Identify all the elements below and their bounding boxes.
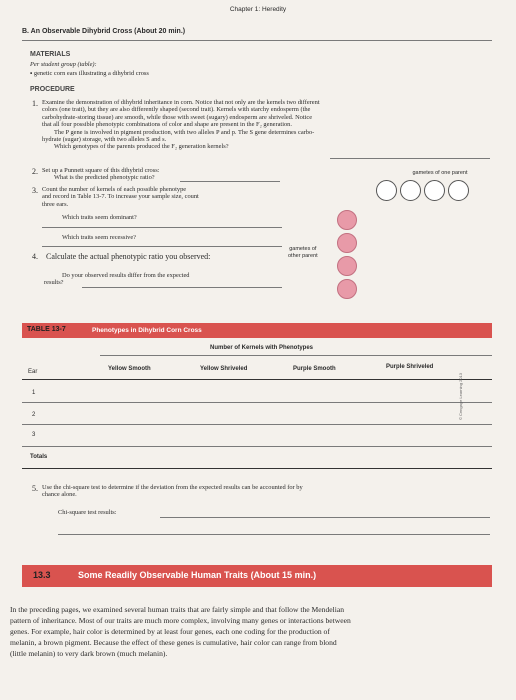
step-number: 4.: [32, 252, 38, 261]
materials-item: ▪ genetic corn ears illustrating a dihybrid cross: [30, 70, 149, 77]
copyright-note: © Cengage Learning 2013: [458, 373, 463, 420]
gamete-circle: [448, 180, 469, 201]
table-rule: [100, 355, 492, 356]
answer-line[interactable]: [82, 287, 282, 288]
table-totals-label: Totals: [30, 454, 48, 460]
step3-text: Count the number of kernels of each possible phenotype and record in Table 13-7. To increase your sample size, count three ears.: [42, 186, 199, 208]
divider: [22, 40, 492, 41]
column-header: Purple Smooth: [293, 366, 336, 372]
gamete-circle: [424, 180, 445, 201]
table-title: Phenotypes in Dihybrid Corn Cross: [92, 327, 202, 334]
step4-text: Calculate the actual phenotypic ratio you observed:: [46, 252, 211, 261]
answer-line[interactable]: [180, 181, 280, 182]
step4-question: Do your observed results differ from the expected results?: [44, 272, 190, 287]
table-rule: [22, 468, 492, 469]
step-number: 2.: [32, 167, 38, 176]
section-title: Some Readily Observable Human Traits (About 15 min.): [78, 570, 317, 580]
step2-text: Set up a Punnett square of this dihybrid cross: What is the predicted phenotypic ratio?: [42, 167, 160, 182]
table-rule: [22, 424, 492, 425]
answer-line[interactable]: [42, 227, 282, 228]
answer-line[interactable]: [42, 246, 282, 247]
materials-item: Per student group (table):: [30, 61, 97, 68]
step5-text: Use the chi-square test to determine if the deviation from the expected results can be accounted for by chance alone.: [42, 484, 303, 499]
section-paragraph: In the preceding pages, we examined several human traits that are fairly simple and that follow the Mendelian pattern of inheritance. Most of our traits are much more complex, involving many genes or interactions between genes. For example, hair color is determined by at least four genes, each one coding for the production of melanin, a brown pigment. Because the effect of these genes is cumulative, hair color can range from blond (little melanin) to very dark brown (much melanin).: [10, 605, 351, 658]
step-number: 1.: [32, 99, 38, 108]
table-rule: [22, 379, 492, 380]
section-b-title: B. An Observable Dihybrid Cross (About 20 min.): [22, 28, 186, 35]
question-recessive: Which traits seem recessive?: [62, 234, 136, 241]
table-rule: [22, 402, 492, 403]
gamete-circle: [376, 180, 397, 201]
table-row-label: 1: [32, 390, 36, 396]
answer-line[interactable]: [58, 534, 490, 535]
table-group-header: Number of Kernels with Phenotypes: [210, 345, 314, 351]
kernel-circle: [337, 279, 357, 299]
chapter-header: Chapter 1: Heredity: [229, 6, 287, 13]
column-header: Yellow Shriveled: [200, 366, 248, 372]
gamete-circle: [400, 180, 421, 201]
procedure-heading: PROCEDURE: [30, 86, 75, 93]
column-header: Ear: [28, 369, 38, 375]
table-rule: [22, 446, 492, 447]
question-dominant: Which traits seem dominant?: [62, 214, 137, 221]
kernel-circle: [337, 233, 357, 253]
chi-square-label: Chi-square test results:: [58, 509, 117, 516]
step-number: 3.: [32, 186, 38, 195]
table-label: TABLE 13-7: [27, 326, 66, 333]
gametes-other-parent-label: gametes of other parent: [288, 246, 318, 259]
step-number: 5.: [32, 484, 38, 493]
gametes-one-parent-label: gametes of one parent: [412, 170, 468, 176]
step1-text: Examine the demonstration of dihybrid inheritance in corn. Notice that not only are the kernels two different colors (one trait), but they are also differently shaped (second trait). Kernels with starchy endosperm (the carbohydrate-storing tissue) are smooth, while those with sweet (sugary) endosperm are shriveled. Notice that all four possible phenotypic combinations of color and shape are present in the F₂ generation. The P gene is involved in pigment production, with two alleles P and p. The S gene determines carbo- hydrate (sugar) storage, with two alleles S and s. Which genotypes of the parents produced the F₂ generation kernels?: [42, 99, 320, 151]
section-number: 13.3: [33, 570, 51, 580]
column-header: Purple Shriveled: [386, 364, 434, 370]
column-header: Yellow Smooth: [108, 366, 151, 372]
kernel-circle: [337, 210, 357, 230]
table-row-label: 3: [32, 432, 36, 438]
table-row-label: 2: [32, 412, 36, 418]
kernel-circle: [337, 256, 357, 276]
answer-line[interactable]: [160, 517, 490, 518]
materials-heading: MATERIALS: [30, 51, 71, 58]
answer-line[interactable]: [330, 158, 490, 159]
